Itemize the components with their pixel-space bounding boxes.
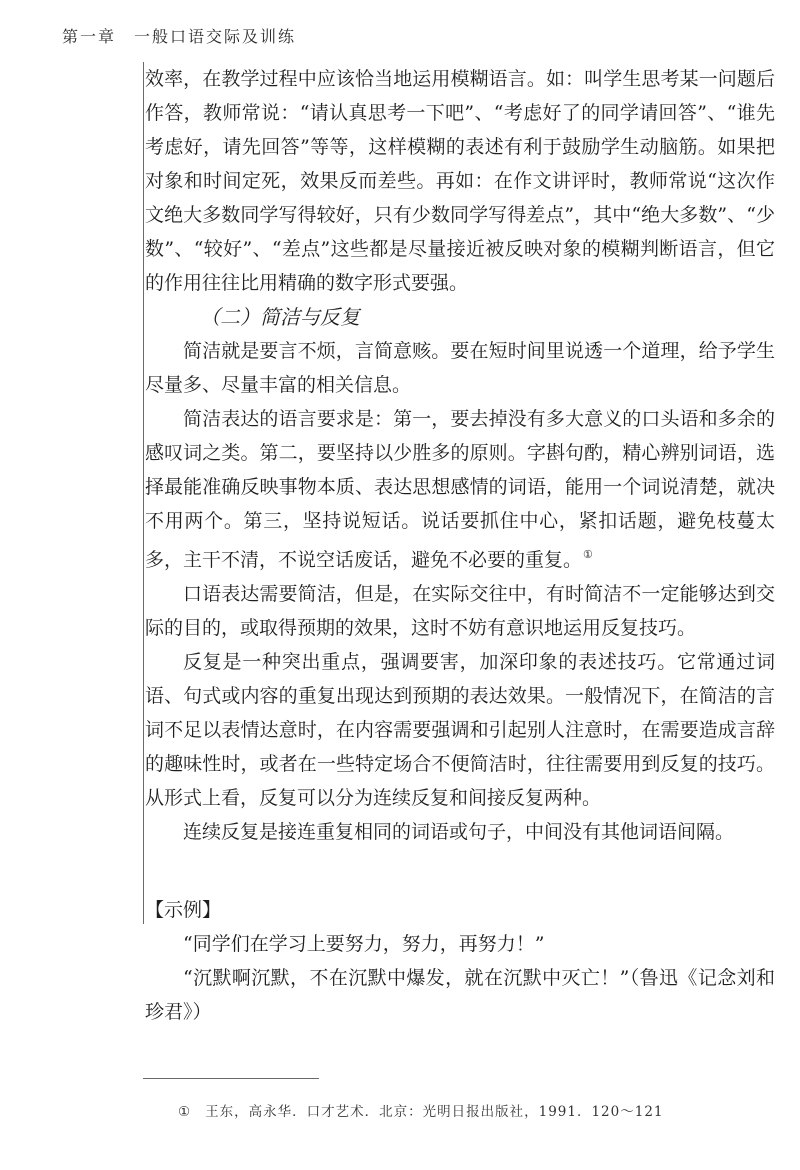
paragraph: 简洁就是要言不烦，言简意赅。要在短时间里说透一个道理，给予学生尽量多、尽量丰富的相关信息。 <box>145 340 775 396</box>
example-quote: “沉默啊沉默，不在沉默中爆发，就在沉默中灭亡！”（鲁迅《记念刘和珍君》） <box>145 967 775 1023</box>
section-heading: （二）简洁与反复 <box>200 305 360 329</box>
paragraph-text: 简洁表达的语言要求是：第一，要去掉没有多大意义的口头语和多余的感叹词之类。第二，要坚持以少胜多的原则。字斟句酌，精心辨别词语，选择最能准确反映事物本质、表达思想感情的词语，能用一个词说清楚，就决不用两个。第三，坚持说短话。说话要抓住中心，紧扣话题，避免枝蔓太多，主干不清，不说空话废话，避免不必要的重复。 <box>145 408 775 571</box>
paragraph: 反复是一种突出重点，强调要害，加深印象的表述技巧。它常通过词语、句式或内容的重复出现达到预期的表达效果。一般情况下，在简洁的言词不足以表情达意时，在内容需要强调和引起别人注意时，在需要造成言辞的趣味性时，或者在一些特定场合不便简洁时，往往需要用到反复的技巧。从形式上看，反复可以分为连续反复和间接反复两种。 <box>145 651 775 809</box>
body-text <box>145 62 775 1029</box>
paragraph: 连续反复是接连重复相同的词语或句子，中间没有其他词语间隔。 <box>183 821 735 843</box>
footnote-text: 王东，高永华．口才艺术．北京：光明日报出版社，1991．120～121 <box>205 1104 664 1120</box>
example-label: 【示例】 <box>145 899 222 921</box>
paragraph-with-footnote <box>145 402 775 577</box>
footnote-number: ① <box>178 1104 192 1120</box>
example-quote: “同学们在学习上要努力，努力，再努力！” <box>183 933 545 955</box>
spacer <box>145 849 775 893</box>
paragraph-continued: 效率，在教学过程中应该恰当地运用模糊语言。如：叫学生思考某一问题后作答，教师常说：“请认真思考一下吧”、“考虑好了的同学请回答”、“谁先考虑好，请先回答”等等，这样模糊的表述有利于鼓励学生动脑筋。如果把对象和时间定死，效果反而差些。再如：在作文讲评时，教师常说“这次作文绝大多数同学写得较好，只有少数同学写得差点”，其中“绝大多数”、“少数”、“较好”、“差点”这些都是尽量接近被反映对象的模糊判断语言，但它的作用往往比用精确的数字形式要强。 <box>145 68 775 294</box>
footnote <box>178 1100 664 1120</box>
running-head: 第一章 一般口语交际及训练 <box>62 27 297 46</box>
footnote-reference[interactable]: ① <box>583 548 593 561</box>
paragraph: 口语表达需要简洁，但是，在实际交往中，有时简洁不一定能够达到交际的目的，或取得预期的效果，这时不妨有意识地运用反复技巧。 <box>145 583 775 639</box>
footnote-rule <box>143 1078 319 1079</box>
margin-rule <box>143 62 144 924</box>
